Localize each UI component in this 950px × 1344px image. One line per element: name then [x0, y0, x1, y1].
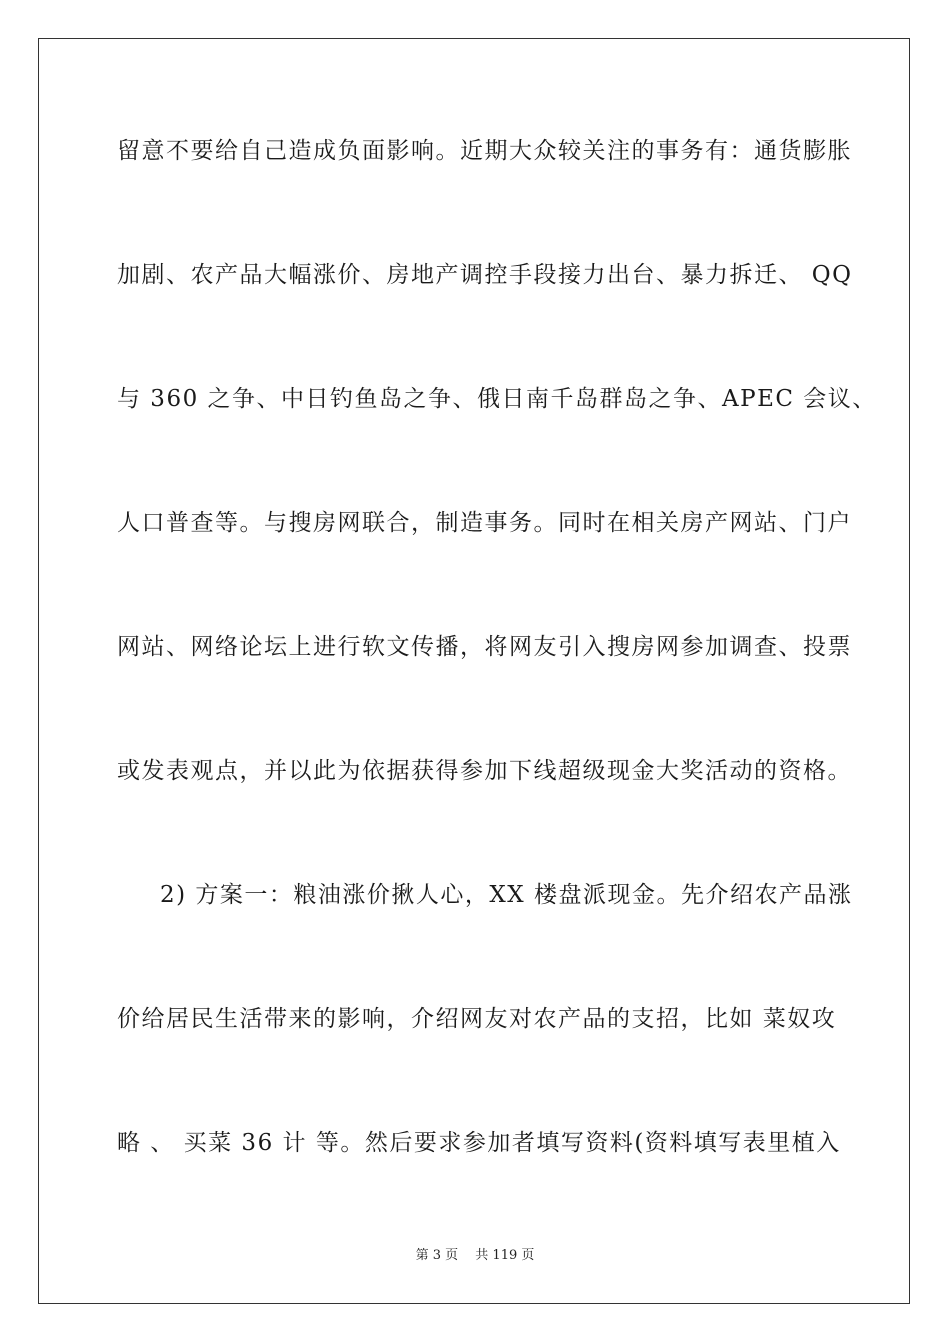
- text-line-9: 略 、 买菜 36 计 等。然后要求参加者填写资料(资料填写表里植入: [117, 1130, 841, 1156]
- page-border: [38, 38, 910, 1304]
- text-line-7: 2) 方案一：粮油涨价揪人心，XX 楼盘派现金。先介绍农产品涨: [160, 882, 853, 908]
- text-line-3: 与 360 之争、中日钓鱼岛之争、俄日南千岛群岛之争、APEC 会议、: [117, 386, 877, 412]
- page-number-footer: 第 3 页 共 119 页: [415, 1248, 535, 1263]
- text-line-5: 网站、网络论坛上进行软文传播，将网友引入搜房网参加调查、投票: [117, 634, 852, 660]
- text-line-2: 加剧、农产品大幅涨价、房地产调控手段接力出台、暴力拆迁、 QQ: [117, 262, 853, 288]
- text-line-6: 或发表观点，并以此为依据获得参加下线超级现金大奖活动的资格。: [117, 758, 852, 784]
- text-line-1: 留意不要给自己造成负面影响。近期大众较关注的事务有：通货膨胀: [117, 138, 852, 164]
- text-line-4: 人口普查等。与搜房网联合，制造事务。同时在相关房产网站、门户: [117, 510, 852, 536]
- text-line-8: 价给居民生活带来的影响，介绍网友对农产品的支招，比如 菜奴攻: [117, 1006, 837, 1032]
